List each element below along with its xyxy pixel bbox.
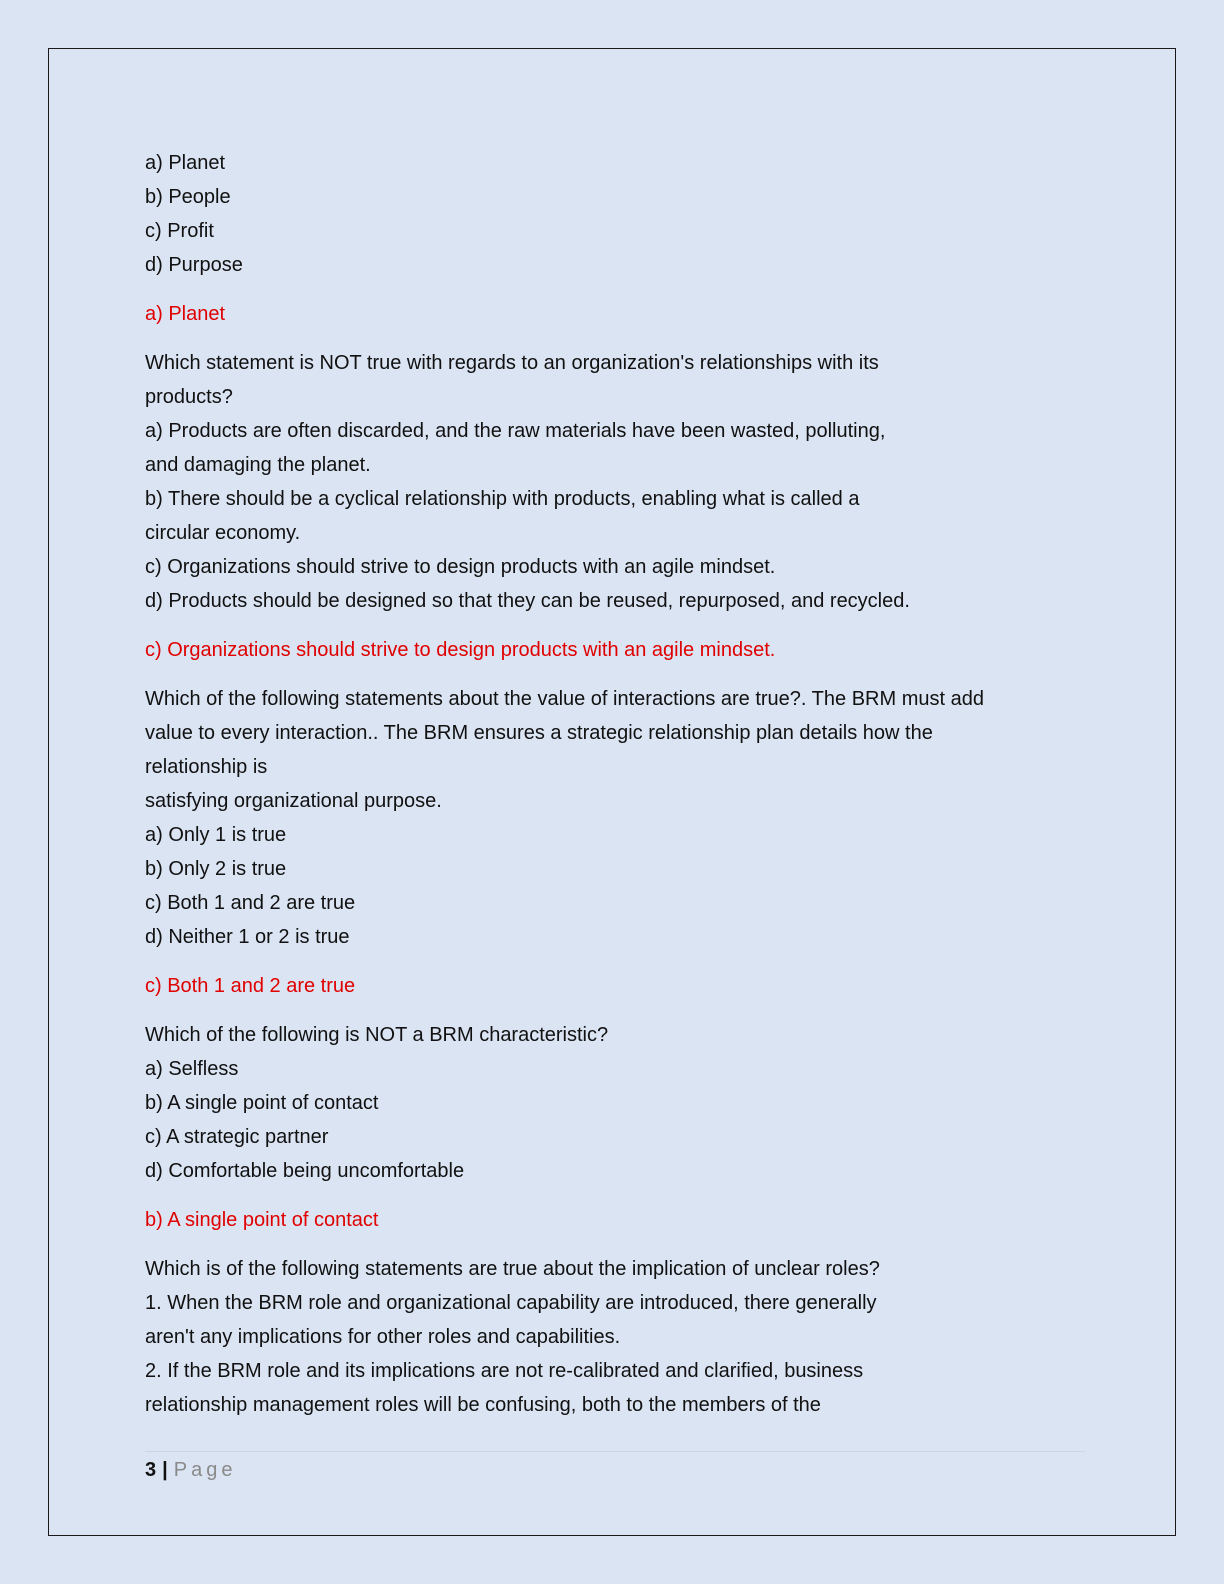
question-line: d) Products should be designed so that they can be reused, repurposed, and recycled. bbox=[145, 590, 910, 612]
question-line: and damaging the planet. bbox=[145, 454, 371, 476]
question-line: b) There should be a cyclical relationship with products, enabling what is called a bbox=[145, 488, 860, 510]
question-line: a) Only 1 is true bbox=[145, 824, 287, 846]
question-block bbox=[145, 1252, 1085, 1422]
answer-text: c) Organizations should strive to design products with an agile mindset. bbox=[145, 639, 776, 661]
question-line: Which is of the following statements are true about the implication of unclear roles? bbox=[145, 1258, 880, 1280]
question-line: 2. If the BRM role and its implications are not re-calibrated and clarified, business bbox=[145, 1360, 864, 1382]
question-block bbox=[145, 346, 1085, 618]
question-line: b) People bbox=[145, 186, 231, 208]
answer-text: b) A single point of contact bbox=[145, 1209, 379, 1231]
question-line: 1. When the BRM role and organizational capability are introduced, there generally bbox=[145, 1292, 877, 1314]
question-line: d) Neither 1 or 2 is true bbox=[145, 926, 350, 948]
answer-text: a) Planet bbox=[145, 303, 226, 325]
question-line: b) Only 2 is true bbox=[145, 858, 287, 880]
answer-block bbox=[145, 1203, 1085, 1237]
question-line: d) Purpose bbox=[145, 254, 243, 276]
question-line: a) Products are often discarded, and the raw materials have been wasted, polluting, bbox=[145, 420, 886, 442]
answer-text: c) Both 1 and 2 are true bbox=[145, 975, 356, 997]
question-line: value to every interaction.. The BRM ensures a strategic relationship plan details how the bbox=[145, 722, 933, 744]
question-line: b) A single point of contact bbox=[145, 1092, 379, 1114]
question-line: relationship management roles will be confusing, both to the members of the bbox=[145, 1394, 821, 1416]
footer-divider bbox=[145, 1451, 1085, 1452]
question-line: satisfying organizational purpose. bbox=[145, 790, 442, 812]
page-number: 3 bbox=[145, 1459, 157, 1481]
question-block bbox=[145, 682, 1085, 954]
question-line: c) Profit bbox=[145, 220, 214, 242]
question-line: relationship is bbox=[145, 756, 268, 778]
answer-block bbox=[145, 633, 1085, 667]
question-line: a) Planet bbox=[145, 152, 226, 174]
question-line: a) Selfless bbox=[145, 1058, 239, 1080]
question-line: circular economy. bbox=[145, 522, 301, 544]
question-line: Which statement is NOT true with regards to an organization's relationships with its bbox=[145, 352, 879, 374]
question-line: c) Both 1 and 2 are true bbox=[145, 892, 356, 914]
question-line: Which of the following statements about the value of interactions are true?. The BRM must add bbox=[145, 688, 984, 710]
question-line: c) Organizations should strive to design products with an agile mindset. bbox=[145, 556, 776, 578]
page-label: Page bbox=[173, 1459, 237, 1481]
question-line: c) A strategic partner bbox=[145, 1126, 329, 1148]
footer-separator: | bbox=[162, 1459, 168, 1481]
question-block bbox=[145, 1018, 1085, 1188]
question-block bbox=[145, 146, 1085, 282]
answer-block bbox=[145, 969, 1085, 1003]
answer-block bbox=[145, 297, 1085, 331]
question-line: aren't any implications for other roles and capabilities. bbox=[145, 1326, 621, 1348]
page-footer bbox=[145, 1455, 236, 1485]
question-line: Which of the following is NOT a BRM characteristic? bbox=[145, 1024, 609, 1046]
question-line: d) Comfortable being uncomfortable bbox=[145, 1160, 465, 1182]
question-line: products? bbox=[145, 386, 233, 408]
document-body bbox=[145, 146, 1085, 1437]
